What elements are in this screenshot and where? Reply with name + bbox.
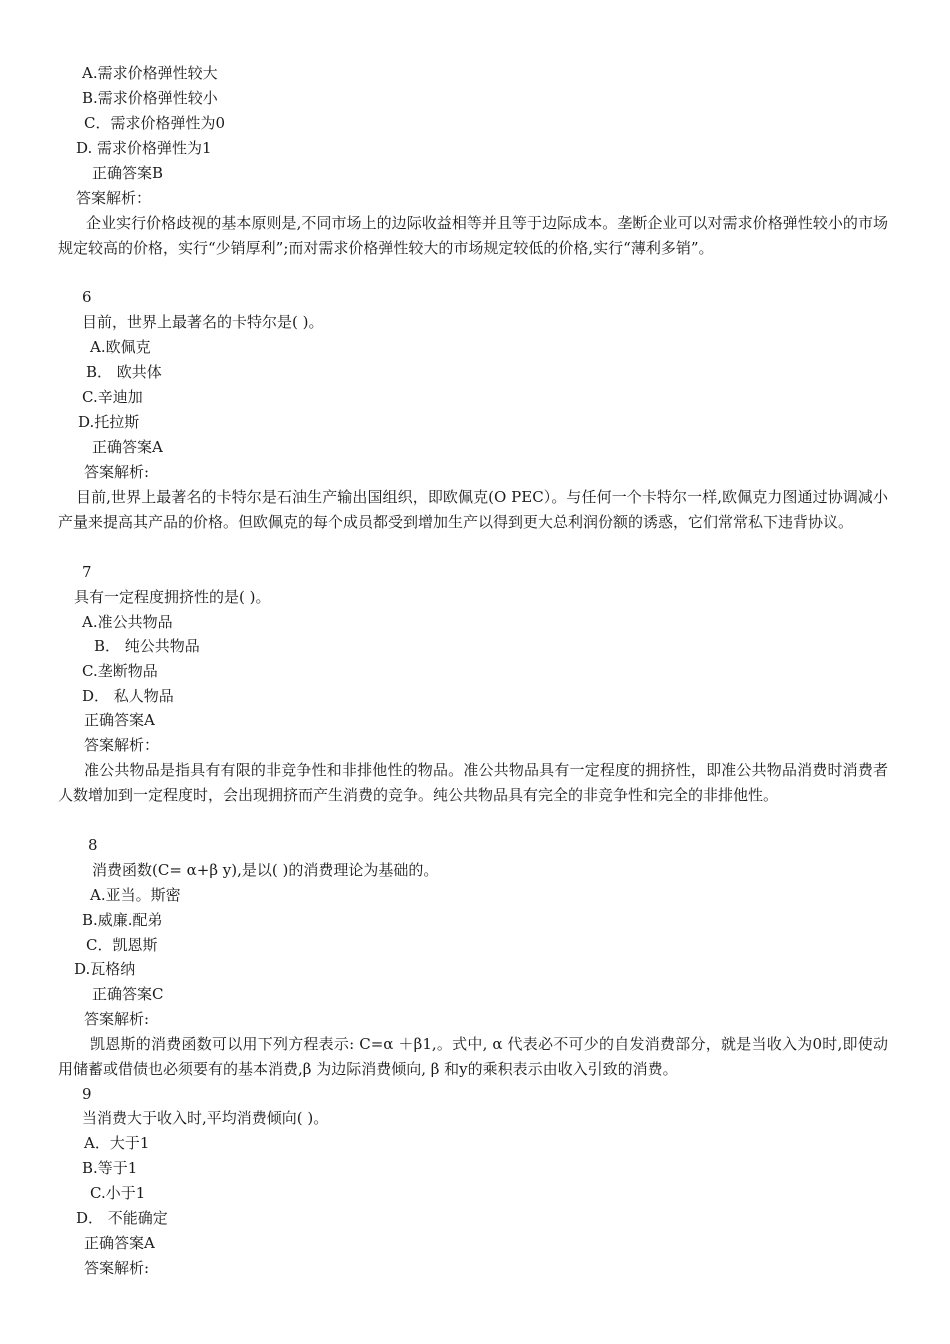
q9-number: 9: [82, 1085, 92, 1103]
q8-option-c: C．凯恩斯: [86, 936, 158, 954]
q8-number: 8: [88, 836, 98, 854]
q9-answer: 正确答案A: [84, 1234, 155, 1252]
q8-option-a: A.亚当。斯密: [90, 886, 181, 904]
q7-option-d: D． 私人物品: [82, 687, 174, 705]
q7-analysis-label: 答案解析：: [84, 736, 160, 754]
q6-option-d: D.托拉斯: [78, 413, 140, 431]
q5-analysis-text: 企业实行价格歧视的基本原则是,不同市场上的边际收益相等并且等于边际成本。垄断企业可以对需求价格弹性较小的市场规定较高的价格，实行“少销厚利”;而对需求价格弹性较大的市场规定较低的价格,实行“薄利多销”。: [58, 214, 888, 257]
q9-question: 当消费大于收入时,平均消费倾向( )。: [82, 1109, 329, 1127]
q7-analysis-text: 准公共物品是指具有有限的非竞争性和非排他性的物品。准公共物品具有一定程度的拥挤性，即准公共物品消费时消费者人数增加到一定程度时，会出现拥挤而产生消费的竞争。纯公共物品具有完全的非竞争性和完全的非排他性。: [58, 761, 888, 804]
q8-analysis-label: 答案解析:: [84, 1010, 150, 1028]
q9-option-b: B.等于1: [82, 1159, 138, 1177]
q8-answer: 正确答案C: [92, 985, 164, 1003]
q5-analysis-label: 答案解析：: [76, 189, 152, 207]
q7-option-c: C.垄断物品: [82, 662, 158, 680]
q7-question: 具有一定程度拥挤性的是( )。: [74, 588, 271, 606]
q5-option-a: A.需求价格弹性较大: [82, 64, 218, 82]
q8-option-b: B.威廉.配弟: [82, 911, 163, 929]
q8-analysis-text: 凯恩斯的消费函数可以用下列方程表示: C=α ＋β1,。式中, α 代表必不可少的自发消费部分，就是当收入为0时,即使动用储蓄或借债也必须要有的基本消费,β 为边际消费倾向, β 和y的乘积表示由收入引致的消费。: [58, 1035, 888, 1078]
q8-option-d: D.瓦格纳: [74, 960, 136, 978]
q9-option-a: A．大于1: [84, 1134, 150, 1152]
q5-answer: 正确答案B: [92, 164, 164, 182]
q6-option-a: A.欧佩克: [90, 338, 151, 356]
q6-number: 6: [82, 288, 92, 306]
q6-analysis-label: 答案解析:: [84, 463, 150, 481]
q9-analysis-label: 答案解析:: [84, 1259, 150, 1277]
q5-option-b: B.需求价格弹性较小: [82, 89, 218, 107]
q6-question: 目前，世界上最著名的卡特尔是( )。: [82, 313, 324, 331]
q9-option-c: C.小于1: [90, 1184, 146, 1202]
q7-number: 7: [82, 563, 92, 581]
q7-option-b: B． 纯公共物品: [94, 637, 200, 655]
q6-option-c: C.辛迪加: [82, 388, 143, 406]
q6-analysis-text: 目前,世界上最著名的卡特尔是石油生产输出国组织，即欧佩克(O PEC）。与任何一个卡特尔一样,欧佩克力图通过协调减小产量来提高其产品的价格。但欧佩克的每个成员都受到增加生产以得到更大总利润份额的诱惑，它们常常私下违背协议。: [58, 488, 888, 531]
q5-option-d: D. 需求价格弹性为1: [76, 139, 212, 157]
q6-option-b: B． 欧共体: [86, 363, 162, 381]
q9-option-d: D． 不能确定: [76, 1209, 168, 1227]
q7-answer: 正确答案A: [84, 711, 155, 729]
q7-option-a: A.准公共物品: [82, 613, 173, 631]
q5-option-c: C．需求价格弹性为0: [84, 114, 226, 132]
q8-question: 消费函数(C= α+β y),是以( )的消费理论为基础的。: [92, 861, 439, 879]
q6-answer: 正确答案A: [92, 438, 163, 456]
